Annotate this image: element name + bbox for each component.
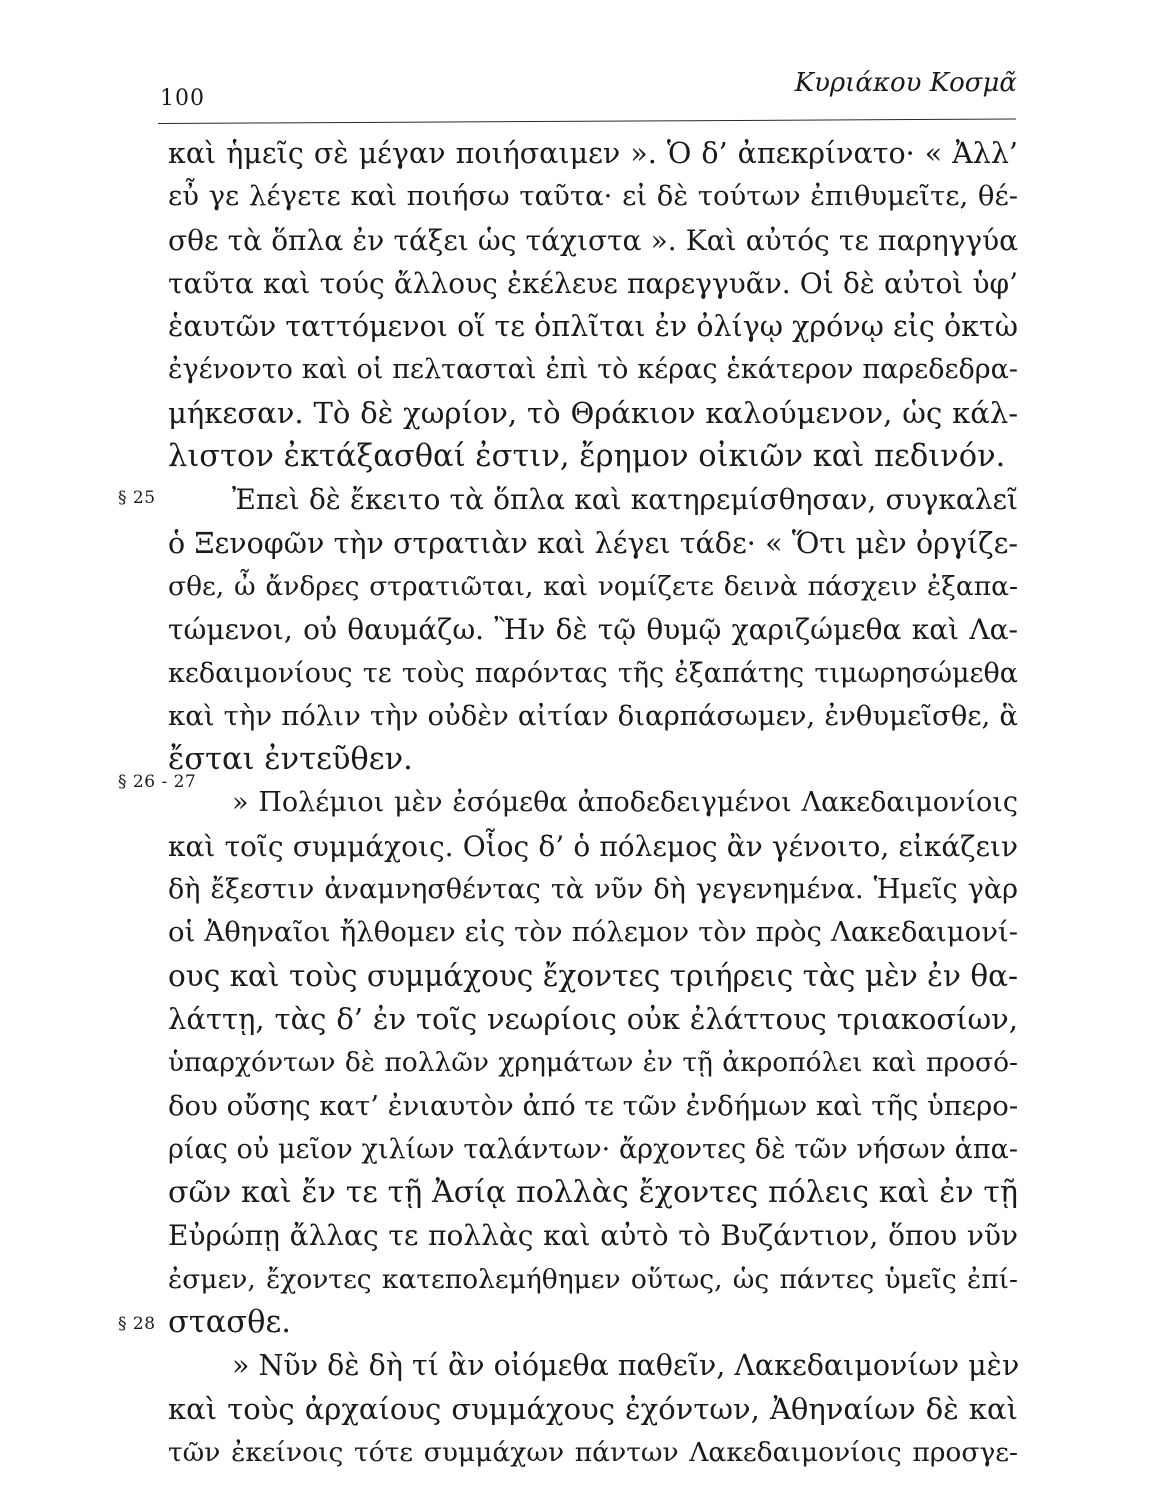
text-line: » Πολέμιοι μὲν ἐσόμεθα ἀποδεδειγμένοι Λακεδαιμονίοις — [232, 787, 1018, 819]
text-line: τῶν ἐκείνοις τότε συμμάχων πάντων Λακεδαιμονίοις προσγε- — [168, 1436, 1018, 1468]
text-line: λιστον ἐκτάξασθαί ἐστιν, ἔρημον οἰκιῶν καὶ πεδινόν. — [168, 439, 1006, 475]
text-line: σθε τὰ ὅπλα ἐν τάξει ὡς τάχιστα ». Καὶ αὐτός τε παρηγγύα — [168, 223, 1018, 257]
text-line: μήκεσαν. Τὸ δὲ χωρίον, τὸ Θράκιον καλούμενον, ὡς κάλ- — [168, 395, 1018, 430]
text-line: ἐσμεν, ἔχοντες κατεπολεμήθημεν οὕτως, ὡς πάντες ὑμεῖς ἐπί- — [168, 1263, 1018, 1295]
text-line: καὶ τὴν πόλιν τὴν οὐδὲν αἰτίαν διαρπάσωμεν, ἐνθυμεῖσθε, ἃ — [168, 699, 1018, 732]
body-text — [168, 132, 1018, 1474]
text-line: Εὐρώπῃ ἄλλας τε πολλὰς καὶ αὐτὸ τὸ Βυζάντιον, ὅπου νῦν — [168, 1219, 1018, 1253]
section-mark-28: § 28 — [118, 1314, 156, 1334]
text-line: τώμενοι, οὐ θαυμάζω. Ἢν δὲ τῷ θυμῷ χαριζώμεθα καὶ Λα- — [168, 613, 1018, 647]
text-line: κεδαιμονίους τε τοὺς παρόντας τῆς ἐξαπάτης τιμωρησώμεθα — [168, 657, 1018, 689]
text-line: ρίας οὐ μεῖον χιλίων ταλάντων· ἄρχοντες δὲ τῶν νήσων ἁπα- — [168, 1133, 1018, 1165]
text-line: καὶ ἡμεῖς σὲ μέγαν ποιήσαιμεν ». Ὁ δ’ ἀπεκρίνατο· « Ἀλλ’ — [168, 137, 1018, 170]
text-line: ἑαυτῶν ταττόμενοι οἵ τε ὁπλῖται ἐν ὀλίγῳ χρόνῳ εἰς ὀκτὼ — [168, 310, 1018, 344]
text-line: οἱ Ἀθηναῖοι ἤλθομεν εἰς τὸν πόλεμον τὸν πρὸς Λακεδαιμονί- — [168, 916, 1018, 949]
text-line: ἔσται ἐντεῦθεν. — [168, 742, 413, 778]
section-mark-26-27: § 26 - 27 — [118, 772, 197, 792]
text-line: σῶν καὶ ἔν τε τῇ Ἀσίᾳ πολλὰς ἔχοντες πόλεις καὶ ἐν τῇ — [168, 1175, 1018, 1211]
header-rule — [158, 119, 1016, 124]
text-line: σθε, ὦ ἄνδρες στρατιῶται, καὶ νομίζετε δεινὰ πάσχειν ἐξαπα- — [168, 570, 1018, 602]
text-line: ἐγένοντο καὶ οἱ πελτασταὶ ἐπὶ τὸ κέρας ἑκάτερον παρεδεδρα- — [168, 354, 1018, 386]
running-head: Κυριάκου Κοσμᾶ — [794, 68, 1017, 98]
text-line: δὴ ἔξεστιν ἀναμνησθέντας τὰ νῦν δὴ γεγενημένα. Ἡμεῖς γὰρ — [168, 874, 1018, 906]
text-line: ὁ Ξενοφῶν τὴν στρατιὰν καὶ λέγει τάδε· « Ὅτι μὲν ὀργίζε- — [168, 526, 1018, 560]
page-number: 100 — [160, 86, 205, 111]
text-line: ταῦτα καὶ τούς ἄλλους ἐκέλευε παρεγγυᾶν. Οἱ δὲ αὐτοὶ ὑφ’ — [168, 266, 1018, 300]
text-line: εὖ γε λέγετε καὶ ποιήσω ταῦτα· εἰ δὲ τούτων ἐπιθυμεῖτε, θέ- — [168, 180, 1018, 213]
text-line: δου οὔσης κατ’ ἐνιαυτὸν ἀπό τε τῶν ἐνδήμων καὶ τῆς ὑπερο- — [168, 1089, 1019, 1122]
text-line: » Νῦν δὲ δὴ τί ἂν οἰόμεθα παθεῖν, Λακεδαιμονίων μὲν — [232, 1349, 1020, 1383]
section-mark-25: § 25 — [118, 488, 156, 508]
text-line: στασθε. — [168, 1305, 291, 1341]
text-line: ους καὶ τοὺς συμμάχους ἔχοντες τριήρεις τὰς μὲν ἐν θα- — [168, 958, 1018, 993]
text-line: Ἐπεὶ δὲ ἔκειτο τὰ ὅπλα καὶ κατηρεμίσθησαν, συγκαλεῖ — [232, 483, 1018, 517]
text-line: λάττῃ, τὰς δ’ ἐν τοῖς νεωρίοις οὐκ ἐλάττους τριακοσίων, — [168, 1001, 1018, 1036]
text-line: ὑπαρχόντων δὲ πολλῶν χρημάτων ἐν τῇ ἀκροπόλει καὶ προσό- — [168, 1047, 1018, 1079]
text-line: καὶ τοὺς ἀρχαίους συμμάχους ἐχόντων, Ἀθηναίων δὲ καὶ — [168, 1391, 1018, 1426]
text-line: καὶ τοῖς συμμάχοις. Οἷος δ’ ὁ πόλεμος ἂν γένοιτο, εἰκάζειν — [168, 829, 1018, 863]
